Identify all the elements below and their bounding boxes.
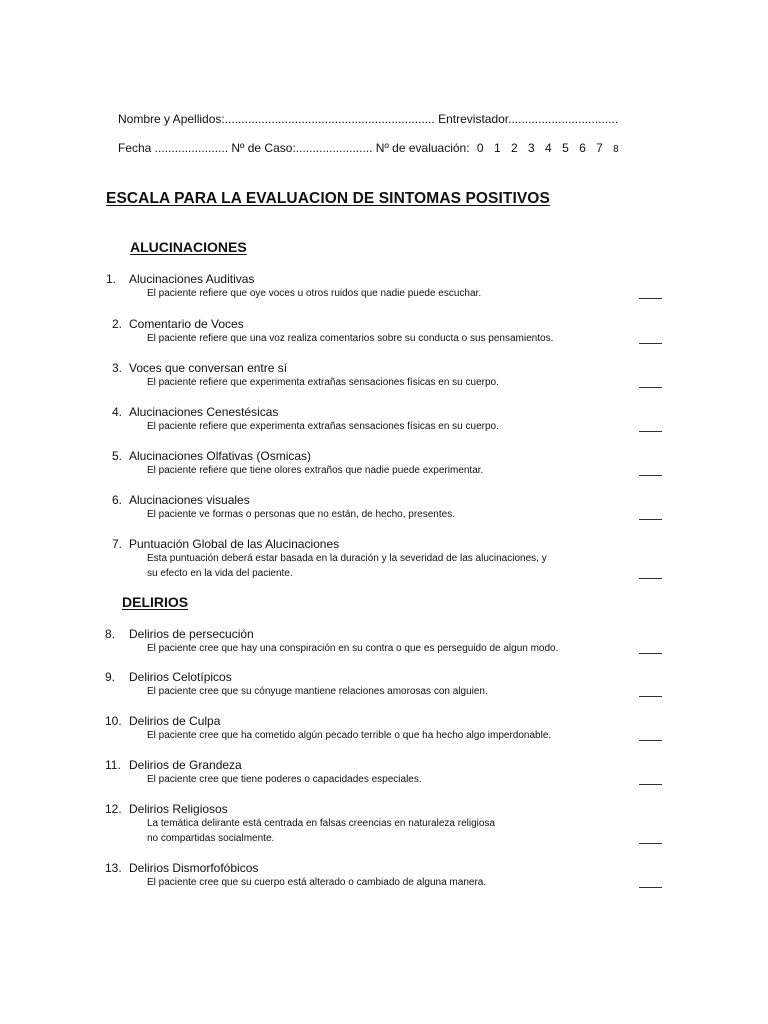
item-description-line: El paciente cree que ha cometido algún pecado terrible o que ha hecho algo imperdonable. xyxy=(147,730,552,741)
item-number: 9. xyxy=(105,670,116,684)
item-name: Alucinaciones visuales xyxy=(129,493,250,507)
item-description xyxy=(147,332,553,347)
item-description-line: El paciente refiere que experimenta extrañas sensaciones físicas en su cuerpo. xyxy=(147,377,499,388)
item-description-line: La temática delirante está centrada en falsas creencias en naturaleza religiosa xyxy=(147,818,495,829)
item-name: Alucinaciones Auditivas xyxy=(129,272,255,286)
eval-number: 7 xyxy=(596,141,603,155)
eval-number: 0 xyxy=(476,141,484,155)
score-blank[interactable] xyxy=(639,784,662,785)
item-name: Puntuación Global de las Alucinaciones xyxy=(129,537,340,551)
item-description-line: El paciente refiere que una voz realiza comentarios sobre su conducta o sus pensamientos. xyxy=(147,333,554,344)
item-number: 2. xyxy=(112,317,123,331)
item-number: 7. xyxy=(112,537,123,551)
score-blank[interactable] xyxy=(639,653,662,654)
item-description-line: su efecto en la vida del paciente. xyxy=(147,567,293,579)
item-name: Alucinaciones Cenestésicas xyxy=(129,405,279,419)
score-blank[interactable] xyxy=(639,343,662,344)
score-blank[interactable] xyxy=(639,740,662,741)
item-number: 13. xyxy=(105,861,122,875)
eval-number: 3 xyxy=(528,141,535,155)
eval-number: 8 xyxy=(613,144,619,155)
date-case-text: Fecha ...................... Nº de Caso:....................... Nº de evaluación: xyxy=(118,141,470,155)
section-title-alucinaciones: ALUCINACIONES xyxy=(130,239,247,255)
score-blank[interactable] xyxy=(639,431,662,432)
item-description-line: El paciente ve formas o personas que no están, de hecho, presentes. xyxy=(147,509,455,520)
item-description xyxy=(147,508,455,523)
item-description-line: El paciente cree que su cuerpo está alterado o cambiado de alguna manera. xyxy=(147,877,487,888)
item-number: 4. xyxy=(112,405,123,419)
score-blank[interactable] xyxy=(639,843,662,844)
document-title: ESCALA PARA LA EVALUACION DE SINTOMAS POSITIVOS xyxy=(106,190,550,207)
name-interviewer-line xyxy=(118,112,618,126)
eval-number: 4 xyxy=(545,141,552,155)
item-name: Delirios de Culpa xyxy=(129,714,221,728)
section-title-delirios: DELIRIOS xyxy=(122,594,189,610)
item-description-line: El paciente cree que su cónyuge mantiene relaciones amorosas con alguien. xyxy=(147,686,488,697)
item-description xyxy=(147,464,483,479)
name-interviewer-text: Nombre y Apellidos:............................................................... Entrevistador................................. xyxy=(118,112,619,126)
item-description-line: El paciente refiere que tiene olores extraños que nadie puede experimentar. xyxy=(147,465,484,476)
item-number: 6. xyxy=(112,493,123,507)
item-description xyxy=(147,376,499,391)
item-description-line: El paciente cree que tiene poderes o capacidades especiales. xyxy=(147,774,422,785)
eval-number: 2 xyxy=(510,141,518,155)
score-blank[interactable] xyxy=(639,475,662,476)
item-name: Delirios Religiosos xyxy=(129,802,228,816)
item-description xyxy=(147,552,547,581)
score-blank[interactable] xyxy=(639,519,662,520)
item-name: Delirios Dismorfofóbicos xyxy=(129,861,259,875)
item-number: 11. xyxy=(105,758,121,772)
item-description-line: El paciente refiere que oye voces u otros ruidos que nadie puede escuchar. xyxy=(147,288,482,299)
item-number: 3. xyxy=(112,361,123,375)
date-case-eval-line xyxy=(118,141,619,155)
eval-number: 1 xyxy=(493,141,501,155)
item-name: Delirios de Grandeza xyxy=(129,758,242,772)
evaluation-numbers xyxy=(473,141,619,155)
item-name: Delirios de persecución xyxy=(129,627,254,641)
item-number: 12. xyxy=(105,802,122,816)
score-blank[interactable] xyxy=(639,387,662,388)
item-number: 10. xyxy=(105,714,122,728)
item-description xyxy=(147,876,486,891)
item-name: Comentario de Voces xyxy=(129,317,244,331)
score-blank[interactable] xyxy=(639,887,662,888)
eval-number: 5 xyxy=(562,141,569,155)
item-description-line: no compartidas socialmente. xyxy=(147,832,275,844)
item-name: Delirios Celotípicos xyxy=(129,670,232,684)
item-description xyxy=(147,817,495,846)
item-description xyxy=(147,685,488,700)
item-name: Alucinaciones Olfativas (Osmicas) xyxy=(129,449,312,463)
score-blank[interactable] xyxy=(639,578,662,579)
item-description xyxy=(147,729,551,744)
item-description xyxy=(147,287,481,302)
item-description xyxy=(147,420,499,435)
item-description xyxy=(147,773,422,788)
item-description-line: El paciente cree que hay una conspiración en su contra o que es perseguido de algun modo. xyxy=(147,643,559,654)
item-number: 5. xyxy=(112,449,123,463)
item-description-line: Esta puntuación deberá estar basada en la duración y la severidad de las alucinaciones, y xyxy=(147,553,547,564)
item-number: 1. xyxy=(106,272,117,286)
item-description xyxy=(147,642,558,657)
score-blank[interactable] xyxy=(639,298,662,299)
item-name: Voces que conversan entre sí xyxy=(129,361,288,375)
eval-number: 6 xyxy=(579,141,586,155)
item-number: 8. xyxy=(105,627,116,641)
item-description-line: El paciente refiere que experimenta extrañas sensaciones físicas en su cuerpo. xyxy=(147,421,499,432)
score-blank[interactable] xyxy=(639,696,662,697)
